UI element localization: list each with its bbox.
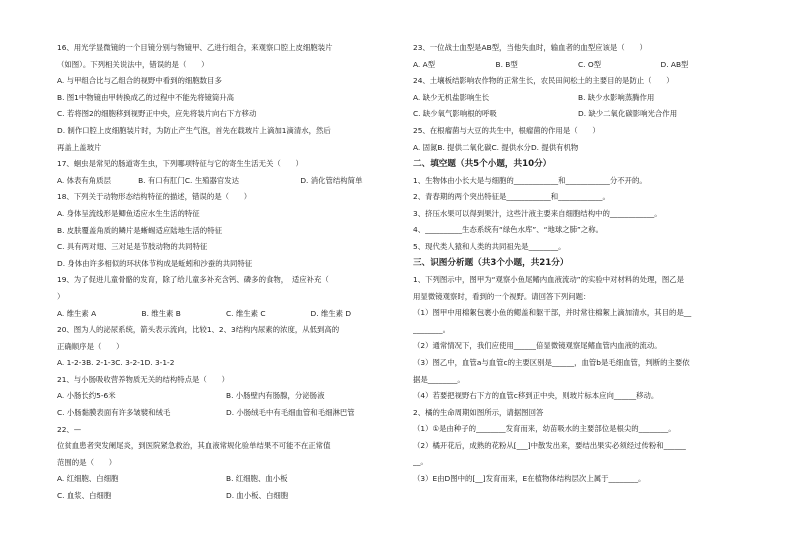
fig-p1-stem: 1、下列图示中，图甲为“观察小鱼尾鳍内血液流动”的实验中对材料的处理，图乙是 [413, 274, 685, 284]
q19-option-a: A. 维生素 A [57, 308, 97, 318]
q16-stem-cont: （如图）。下列相关说法中，错误的是（ ） [57, 59, 209, 69]
q24-options-ab [413, 92, 743, 103]
q22-stem: 位贫血患者突发阑尾炎，到医院紧急救治，其血液常规化验单结果不可能不在正常值 [57, 441, 331, 451]
q24-option-b: B. 缺少水影响蒸腾作用 [578, 92, 655, 102]
q19-option-c: C. 维生素 C [226, 308, 266, 318]
q22-number: 22、— [57, 424, 82, 434]
q25-options: A. 固氮B. 提供二氧化碳C. 提供水分D. 提供有机物 [413, 142, 579, 152]
q23-option-d: D. AB型 [660, 59, 689, 69]
q23-option-b: B. B型 [495, 59, 518, 69]
q16-option-d-cont: 再盖上盖玻片 [57, 142, 102, 152]
fill-q3: 3、挤压水果可以得到果汁，这些汁液主要来自细胞结构中的____________。 [413, 208, 662, 218]
section2-heading: 二、填空题（共5个小题，共10分） [413, 158, 552, 169]
q24-option-c: C. 缺少氧气影响根的呼吸 [413, 109, 497, 119]
q16-option-b: B. 图1中物镜由甲转换成乙的过程中不能先将镜筒升高 [57, 92, 235, 102]
q16-option-a: A. 与甲组合比与乙组合的视野中看到的细胞数目多 [57, 76, 222, 86]
q16-option-c: C. 若将图2的细胞移到视野正中央，应先将装片向右下方移动 [57, 109, 257, 119]
q20-stem: 20、图为人的泌尿系统，箭头表示流向，比较1、2、3结构内尿素的浓度，从低到高的 [57, 325, 340, 335]
q19-options [57, 308, 395, 319]
q21-options-ab [57, 390, 395, 401]
q19-stem-cont: ） [57, 291, 65, 301]
fig-p2-q1: （1）①是由种子的________发育而来，幼苗吸水的主要部位是根尖的________。 [413, 424, 676, 434]
q18-option-a: A. 身体呈流线形是鲫鱼适应水生生活的特征 [57, 208, 200, 218]
q18-option-d: D. 身体由许多相似的环状体节构成是蚯蚓和沙蚕的共同特征 [57, 258, 253, 268]
fig-p2-q3: （3）E由D图中的[__]发育而来，E在植物体结构层次上属于________。 [413, 474, 646, 484]
q18-stem: 18、下列关于动物形态结构特征的描述，错误的是（ ） [57, 192, 252, 202]
q18-option-b: B. 皮肤覆盖角质的鳞片是蜥蜴适应陆地生活的特征 [57, 225, 222, 235]
q21-stem: 21、与小肠吸收营养物质无关的结构特点是（ ） [57, 374, 230, 384]
q22-option-c: C. 血浆、白细胞 [57, 491, 112, 501]
q18-option-c: C. 具有两对翅、三对足是节肢动物的共同特征 [57, 242, 208, 252]
q19-option-d: D. 维生素 D [310, 308, 352, 318]
q21-option-d: D. 小肠绒毛中有毛细血管和毛细淋巴管 [226, 408, 355, 418]
left-column [57, 42, 395, 501]
q25-stem: 25、在根瘤菌与大豆的共生中，根瘤菌的作用是（ ） [413, 125, 600, 135]
fig-p2-stem: 2、橘的生命周期如图所示，请据图回答 [413, 407, 544, 417]
q24-option-d: D. 缺少二氧化碳影响光合作用 [578, 109, 678, 119]
q22-options-ab [57, 473, 395, 484]
q22-option-b: B. 红细胞、血小板 [226, 474, 288, 484]
q22-stem-cont: 范围的是（ ） [57, 457, 117, 467]
q20-options: A. 1-2-3B. 2-1-3C. 3-2-1D. 3-1-2 [57, 358, 175, 368]
q23-options [413, 59, 743, 70]
q24-option-a: A. 缺少无机盐影响生长 [413, 92, 490, 102]
fig-p1-q3-cont: 据是________。 [413, 374, 465, 384]
q22-option-d: D. 血小板、白细胞 [226, 491, 289, 501]
q17-option-a: A. 体表有角质层 [57, 175, 111, 185]
q21-option-b: B. 小肠壁内有肠腺，分泌肠液 [226, 391, 325, 401]
q23-option-a: A. A型 [413, 59, 436, 69]
fig-p1-q1: （1）图甲中用棉絮包裹小鱼的鳃盖和躯干部，并时常往棉絮上滴加清水，其目的是__ [413, 308, 692, 318]
q20-stem-cont: 正确顺序是（ ） [57, 341, 124, 351]
q17-option-d: D. 消化管结构简单 [300, 175, 363, 185]
q22-option-a: A. 红细胞、白细胞 [57, 474, 119, 484]
fill-q1: 1、生物体由小长大是与细胞的____________和____________分不开的。 [413, 175, 647, 185]
q21-option-a: A. 小肠长约5-6米 [57, 391, 116, 401]
q19-option-b: B. 维生素 B [141, 308, 181, 318]
fill-q4: 4、__________生态系统有“绿色水库”、“地球之肺”之称。 [413, 225, 604, 235]
q16-stem: 16、用光学显微镜的一个目镜分别与物镜甲、乙进行组合，来观察口腔上皮细胞装片 [57, 43, 333, 52]
fig-p1-q2: （2）通常情况下，我们应使用______倍显微镜观察尾鳍血管内血液的流动。 [413, 341, 662, 351]
fill-q5: 5、现代类人猿和人类的共同祖先是________。 [413, 241, 566, 251]
q23-option-c: C. O型 [578, 59, 602, 69]
q23-stem: 23、一位战士血型是AB型，当他失血时，输血者的血型应该是（ ） [413, 43, 647, 52]
section3-heading: 三、识图分析题（共3个小题，共21分） [413, 257, 569, 268]
fig-p2-q2: （2）橘开花后，成熟的花粉从[___]中散发出来，要结出果实必须经过传粉和______ [413, 440, 686, 450]
right-column [413, 42, 743, 484]
q24-stem: 24、土壤板结影响农作物的正常生长，农民田间松土的主要目的是防止（ ） [413, 76, 674, 86]
q17-options [57, 175, 395, 186]
q21-option-c: C. 小肠黏膜表面有许多皱襞和绒毛 [57, 408, 171, 418]
fig-p2-q2-cont: __。 [413, 457, 428, 467]
q24-options-cd [413, 108, 743, 119]
fig-p1-q1-cont: ________。 [413, 324, 450, 334]
q19-stem: 19、为了促进儿童骨骼的发育，除了给儿童多补充含钙、磷多的食物， 适应补充（ [57, 275, 329, 285]
q16-option-d: D. 制作口腔上皮细胞装片时，为防止产生气泡，首先在载玻片上滴加1滴清水，然后 [57, 125, 331, 135]
fig-p1-q3: （3）图乙中，血管a与血管c的主要区别是______，血管b是毛细血管，判断的主要依 [413, 357, 690, 367]
fig-p1-q4: （4）若要把视野右下方的血管c移到正中央，则玻片标本应向______移动。 [413, 391, 659, 401]
q17-stem: 17、蛔虫是常见的肠道寄生虫，下列哪项特征与它的寄生生活无关（ ） [57, 159, 303, 169]
fill-q2: 2、青春期的两个突出特征是____________和____________。 [413, 192, 610, 202]
q22-options-cd [57, 490, 395, 501]
fig-p1-stem-cont: 用显微镜观察时，看到的一个视野。请回答下列问题： [413, 291, 591, 301]
q21-options-cd [57, 407, 395, 418]
q17-option-bc: B. 有口有肛门C. 生殖器官发达 [138, 175, 240, 185]
